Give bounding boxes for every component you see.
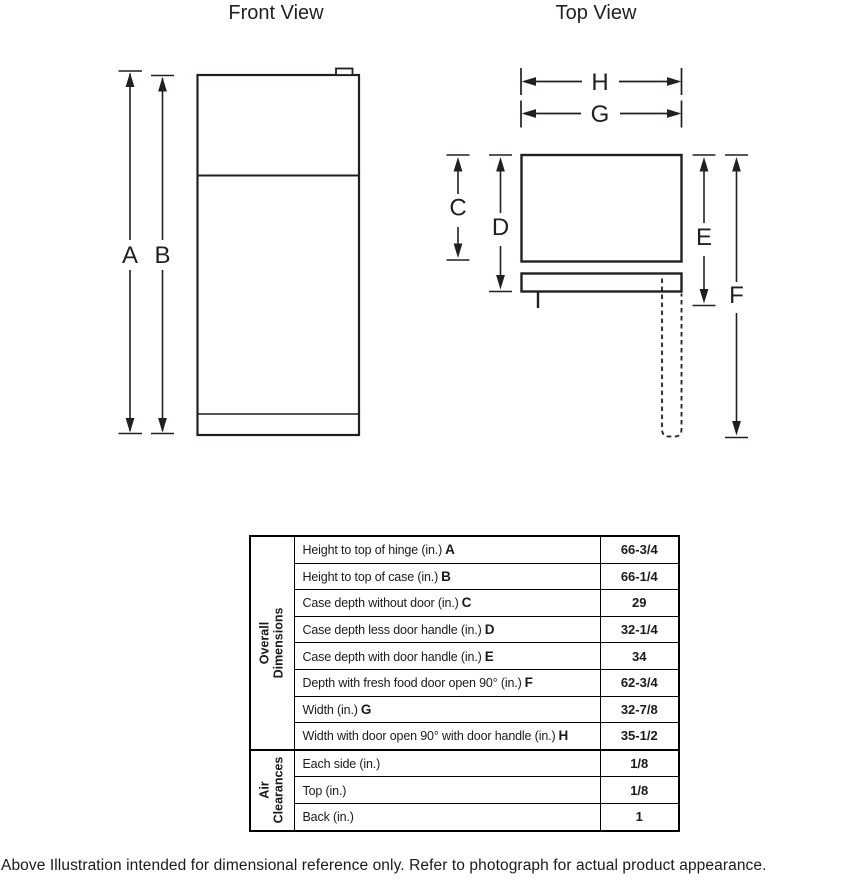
section-header-line: Overall bbox=[257, 621, 272, 665]
row-value: 66-1/4 bbox=[600, 563, 679, 590]
table-row bbox=[250, 536, 679, 563]
dim-label-c: C bbox=[449, 194, 467, 222]
row-value: 1/8 bbox=[600, 777, 679, 804]
dimension-a bbox=[119, 71, 143, 434]
dimension-e bbox=[693, 155, 716, 306]
row-value: 32-1/4 bbox=[600, 616, 679, 643]
dim-letter-ref: F bbox=[524, 675, 533, 691]
top-case-outline bbox=[522, 155, 682, 262]
dim-letter-ref: B bbox=[441, 568, 451, 584]
dimension-d bbox=[489, 155, 512, 292]
row-label: Case depth less door handle (in.) D bbox=[294, 616, 600, 643]
row-value: 35-1/2 bbox=[600, 723, 679, 750]
front-cabinet-outline bbox=[198, 75, 360, 435]
table-row bbox=[250, 723, 679, 750]
row-value: 66-3/4 bbox=[600, 536, 679, 563]
table-row bbox=[250, 590, 679, 617]
table-row bbox=[250, 696, 679, 723]
row-value: 62-3/4 bbox=[600, 669, 679, 696]
table-row bbox=[250, 750, 679, 777]
top-view-title: Top View bbox=[555, 2, 637, 24]
table-row bbox=[250, 777, 679, 804]
row-label: Depth with fresh food door open 90° (in.) F bbox=[294, 669, 600, 696]
row-value: 34 bbox=[600, 643, 679, 670]
dim-letter-ref: C bbox=[461, 595, 472, 611]
dim-letter-ref: E bbox=[484, 648, 494, 664]
front-hinge-tab bbox=[336, 69, 353, 76]
row-value: 32-7/8 bbox=[600, 696, 679, 723]
row-label: Back (in.) bbox=[294, 803, 600, 830]
dimension-b bbox=[151, 76, 174, 434]
dim-letter-ref: A bbox=[445, 542, 455, 558]
row-label: Case depth with door handle (in.) E bbox=[294, 643, 600, 670]
row-label: Width (in.) G bbox=[294, 696, 600, 723]
row-value: 1 bbox=[600, 803, 679, 830]
dim-label-a: A bbox=[121, 242, 139, 269]
dim-letter-ref: H bbox=[558, 728, 569, 744]
dim-letter-ref: G bbox=[360, 701, 372, 717]
row-label: Case depth without door (in.) C bbox=[294, 590, 600, 617]
section-header-overall-dimensions bbox=[250, 536, 294, 750]
top-view-diagram bbox=[447, 2, 749, 438]
dimension-h bbox=[521, 68, 682, 96]
row-label: Top (in.) bbox=[294, 777, 600, 804]
section-header-line: Dimensions bbox=[271, 607, 286, 679]
front-view-diagram bbox=[119, 2, 360, 435]
dim-label-b: B bbox=[154, 242, 171, 269]
dimension-c bbox=[447, 155, 470, 260]
row-value: 29 bbox=[600, 590, 679, 617]
section-header-line: Clearances bbox=[271, 756, 286, 824]
top-open-door-dashed bbox=[662, 279, 682, 437]
dim-label-d: D bbox=[491, 214, 510, 241]
dim-label-e: E bbox=[695, 224, 713, 251]
table-row bbox=[250, 643, 679, 670]
row-label: Height to top of hinge (in.) A bbox=[294, 536, 600, 563]
row-value: 1/8 bbox=[600, 750, 679, 777]
table-row bbox=[250, 563, 679, 590]
dimension-f bbox=[725, 155, 748, 438]
table-row bbox=[250, 669, 679, 696]
top-door-outline bbox=[522, 274, 682, 292]
table-row bbox=[250, 803, 679, 830]
dimension-g bbox=[521, 101, 682, 129]
table-row bbox=[250, 616, 679, 643]
dim-label-g: G bbox=[590, 101, 610, 128]
footer-caption: Above Illustration intended for dimensional reference only. Refer to photograph for actual product appearance. bbox=[1, 857, 767, 874]
section-header-line: Air bbox=[257, 781, 272, 799]
row-label: Width with door open 90° with door handle (in.) H bbox=[294, 723, 600, 750]
row-label: Height to top of case (in.) B bbox=[294, 563, 600, 590]
front-view-title: Front View bbox=[228, 2, 324, 24]
dim-label-f: F bbox=[729, 282, 744, 309]
dim-letter-ref: D bbox=[484, 622, 495, 638]
section-header-air-clearances bbox=[250, 750, 294, 831]
dim-label-h: H bbox=[591, 69, 609, 96]
dimensions-table bbox=[249, 535, 680, 832]
row-label: Each side (in.) bbox=[294, 750, 600, 777]
